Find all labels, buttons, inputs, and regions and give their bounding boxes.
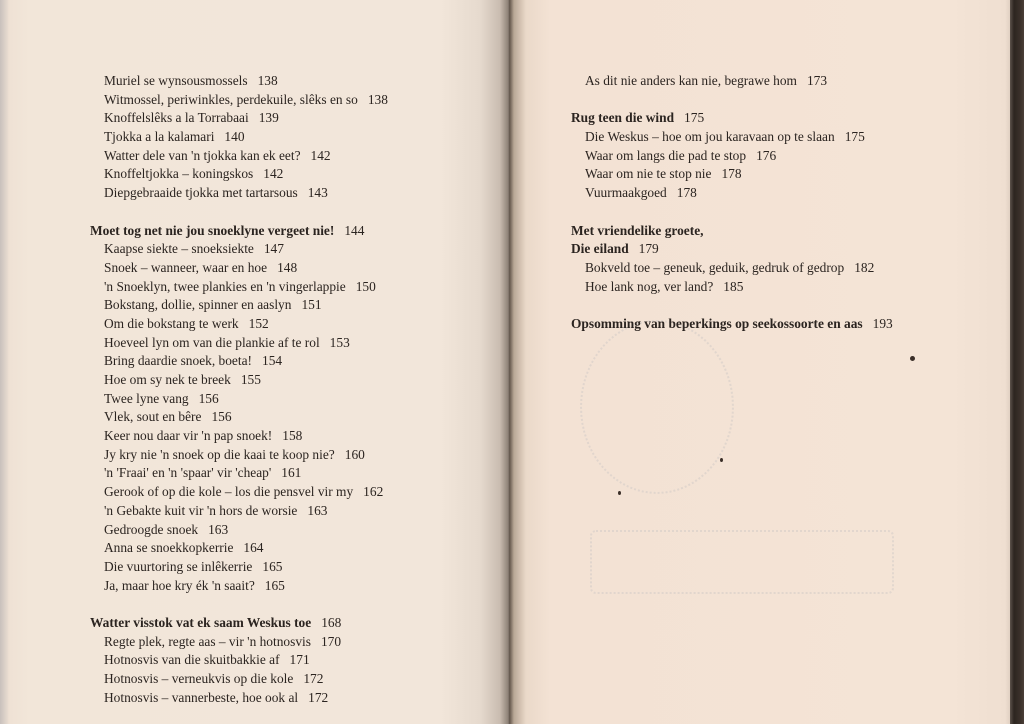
toc-page-number: 158 <box>282 428 303 444</box>
toc-page-number: 176 <box>756 147 777 163</box>
toc-entry-title: Vuurmaakgoed <box>585 185 667 201</box>
toc-entry <box>90 259 388 278</box>
toc-page-number: 162 <box>363 484 384 500</box>
toc-entry <box>90 558 388 577</box>
toc-entry-title: Die eiland <box>571 241 629 257</box>
toc-page-number: 148 <box>277 259 298 275</box>
toc-page-number: 168 <box>321 614 342 630</box>
toc-page-number: 153 <box>329 334 350 350</box>
toc-entry <box>90 296 388 315</box>
toc-entry <box>90 72 388 91</box>
toc-section-heading <box>571 240 893 259</box>
toc-section-heading <box>571 109 893 128</box>
toc-entry <box>90 109 388 128</box>
toc-entry-title: Twee lyne vang <box>104 390 189 406</box>
toc-page-number: 151 <box>301 297 322 313</box>
toc-page-number: 144 <box>344 222 365 238</box>
left-page-edge <box>0 0 8 724</box>
toc-entry <box>90 446 388 465</box>
toc-page-number: 163 <box>307 502 328 518</box>
toc-page-number: 178 <box>676 185 697 201</box>
toc-entry-title: Keer nou daar vir 'n pap snoek! <box>104 428 273 444</box>
paper-speck <box>720 458 723 462</box>
toc-section-heading <box>571 222 893 241</box>
toc-entry <box>90 521 388 540</box>
toc-entry <box>90 502 388 521</box>
toc-page-number: 156 <box>211 409 232 425</box>
toc-page-number: 138 <box>257 73 278 88</box>
toc-entry-title: Jy kry nie 'n snoek op die kaai te koop nie? <box>104 446 335 462</box>
toc-page-number: 164 <box>243 540 264 556</box>
left-toc-list <box>90 72 388 707</box>
toc-entry-title: Tjokka a la kalamari <box>104 129 215 145</box>
section-gap <box>90 203 388 222</box>
toc-entry <box>90 352 388 371</box>
toc-entry <box>90 633 388 652</box>
toc-entry <box>90 483 388 502</box>
toc-entry-title: Om die bokstang te werk <box>104 315 239 331</box>
toc-entry <box>571 259 893 278</box>
toc-entry-title: Die Weskus – hoe om jou karavaan op te slaan <box>585 129 835 145</box>
toc-entry-title: 'n Gebakte kuit vir 'n hors de worsie <box>104 502 298 518</box>
toc-entry-title: Met vriendelike groete, <box>571 222 704 238</box>
toc-entry <box>90 240 388 259</box>
toc-entry-title: Watter dele van 'n tjokka kan ek eet? <box>104 147 301 163</box>
toc-entry <box>90 278 388 297</box>
toc-entry-title: Muriel se wynsousmossels <box>104 73 248 88</box>
toc-entry <box>90 390 388 409</box>
toc-entry <box>90 165 388 184</box>
toc-page-number: 161 <box>281 465 302 481</box>
toc-entry <box>90 689 388 708</box>
toc-page-number: 182 <box>854 259 875 275</box>
toc-entry <box>90 91 388 110</box>
toc-entry-title: Die vuurtoring se inlêkerrie <box>104 558 253 574</box>
toc-page-number: 193 <box>872 315 893 331</box>
toc-entry-title: Witmossel, periwinkles, perdekuile, slêks en so <box>104 91 358 107</box>
toc-page-number: 172 <box>303 671 324 686</box>
toc-page-number: 170 <box>320 633 342 649</box>
toc-entry-title: Ja, maar hoe kry ék 'n saait? <box>104 577 255 593</box>
toc-page-number: 156 <box>198 390 219 406</box>
toc-entry-title: Hoe om sy nek te breek <box>104 372 231 387</box>
toc-page-number: 175 <box>684 110 705 126</box>
toc-entry-title: Knoffelslêks a la Torrabaai <box>104 110 249 126</box>
toc-entry-title: As dit nie anders kan nie, begrawe hom <box>585 73 797 88</box>
toc-entry-title: Hoeveel lyn om van die plankie af te rol <box>104 334 320 350</box>
toc-entry <box>90 147 388 166</box>
toc-page-number: 155 <box>240 372 261 387</box>
section-gap <box>571 203 893 222</box>
toc-entry-title: Hotnosvis – vannerbeste, hoe ook al <box>104 689 299 705</box>
toc-entry-title: Hotnosvis van die skuitbakkie af <box>104 652 280 668</box>
toc-entry <box>571 147 893 166</box>
toc-page-number: 179 <box>638 241 659 257</box>
toc-page-number: 160 <box>344 446 365 462</box>
paper-speck <box>910 356 915 361</box>
right-page <box>510 0 1013 724</box>
toc-entry-title: Knoffeltjokka – koningskos <box>104 166 254 182</box>
toc-entry <box>90 651 388 670</box>
toc-entry-title: 'n 'Fraai' en 'n 'spaar' vir 'cheap' <box>104 465 272 481</box>
left-page <box>0 0 510 724</box>
toc-entry-title: Gerook of op die kole – los die pensvel vir my <box>104 484 354 500</box>
toc-page-number: 140 <box>224 129 245 145</box>
toc-entry <box>90 670 388 689</box>
toc-entry <box>571 165 893 184</box>
toc-page-number: 178 <box>721 166 742 182</box>
toc-entry <box>90 315 388 334</box>
toc-entry <box>571 72 893 91</box>
toc-page-number: 152 <box>248 315 269 331</box>
toc-entry <box>90 334 388 353</box>
toc-entry <box>90 408 388 427</box>
section-gap <box>571 296 893 315</box>
toc-entry-title: Bokstang, dollie, spinner en aaslyn <box>104 297 292 313</box>
toc-page-number: 163 <box>208 521 229 537</box>
toc-page-number: 138 <box>367 91 388 107</box>
toc-page-number: 154 <box>262 353 283 369</box>
toc-entry-title: Bokveld toe – geneuk, geduik, gedruk of gedrop <box>585 259 845 275</box>
paper-speck <box>618 491 621 495</box>
toc-entry <box>90 128 388 147</box>
toc-entry <box>90 427 388 446</box>
toc-entry <box>90 577 388 596</box>
toc-entry-title: Hoe lank nog, ver land? <box>585 278 714 294</box>
toc-page-number: 165 <box>264 577 285 593</box>
toc-entry <box>571 278 893 297</box>
section-gap <box>90 595 388 614</box>
toc-entry-title: 'n Snoeklyn, twee plankies en 'n vingerlappie <box>104 278 346 294</box>
toc-entry-title: Regte plek, regte aas – vir 'n hotnosvis <box>104 633 311 649</box>
toc-entry-title: Diepgebraaide tjokka met tartarsous <box>104 185 298 201</box>
toc-entry-title: Rug teen die wind <box>571 110 675 126</box>
toc-section-heading <box>571 315 893 334</box>
toc-entry-title: Watter visstok vat ek saam Weskus toe <box>90 614 312 630</box>
toc-page-number: 147 <box>263 241 284 257</box>
toc-entry-title: Waar om nie te stop nie <box>585 166 712 182</box>
toc-page-number: 175 <box>844 129 865 145</box>
toc-entry-title: Hotnosvis – verneukvis op die kole <box>104 671 294 686</box>
toc-entry <box>90 539 388 558</box>
toc-page-number: 143 <box>307 185 328 201</box>
toc-page-number: 139 <box>258 110 279 126</box>
toc-entry-title: Bring daardie snoek, boeta! <box>104 353 252 369</box>
toc-page-number: 165 <box>262 558 283 574</box>
right-toc-list <box>571 72 893 334</box>
toc-entry <box>90 371 388 390</box>
toc-entry-title: Vlek, sout en bêre <box>104 409 202 425</box>
toc-entry-title: Moet tog net nie jou snoeklyne vergeet nie! <box>90 222 335 238</box>
toc-section-heading <box>90 614 388 633</box>
bleed-through-illustration <box>580 320 734 494</box>
toc-page-number: 142 <box>263 166 284 182</box>
toc-entry <box>571 128 893 147</box>
toc-entry-title: Anna se snoekkopkerrie <box>104 540 234 556</box>
toc-page-number: 171 <box>289 652 310 668</box>
toc-section-heading <box>90 222 388 241</box>
toc-entry <box>90 464 388 483</box>
toc-entry-title: Kaapse siekte – snoeksiekte <box>104 241 254 257</box>
bleed-through-text <box>590 530 894 594</box>
toc-entry <box>571 184 893 203</box>
right-page-edge <box>1010 0 1024 724</box>
toc-page-number: 185 <box>723 278 744 294</box>
toc-page-number: 142 <box>310 147 331 163</box>
toc-entry-title: Gedroogde snoek <box>104 521 199 537</box>
toc-page-number: 173 <box>806 73 828 88</box>
toc-page-number: 172 <box>308 689 329 705</box>
section-gap <box>571 91 893 110</box>
toc-page-number: 150 <box>355 278 376 294</box>
toc-entry-title: Snoek – wanneer, waar en hoe <box>104 259 268 275</box>
toc-entry-title: Opsomming van beperkings op seekossoorte en aas <box>571 315 863 331</box>
toc-entry-title: Waar om langs die pad te stop <box>585 147 747 163</box>
toc-entry <box>90 184 388 203</box>
